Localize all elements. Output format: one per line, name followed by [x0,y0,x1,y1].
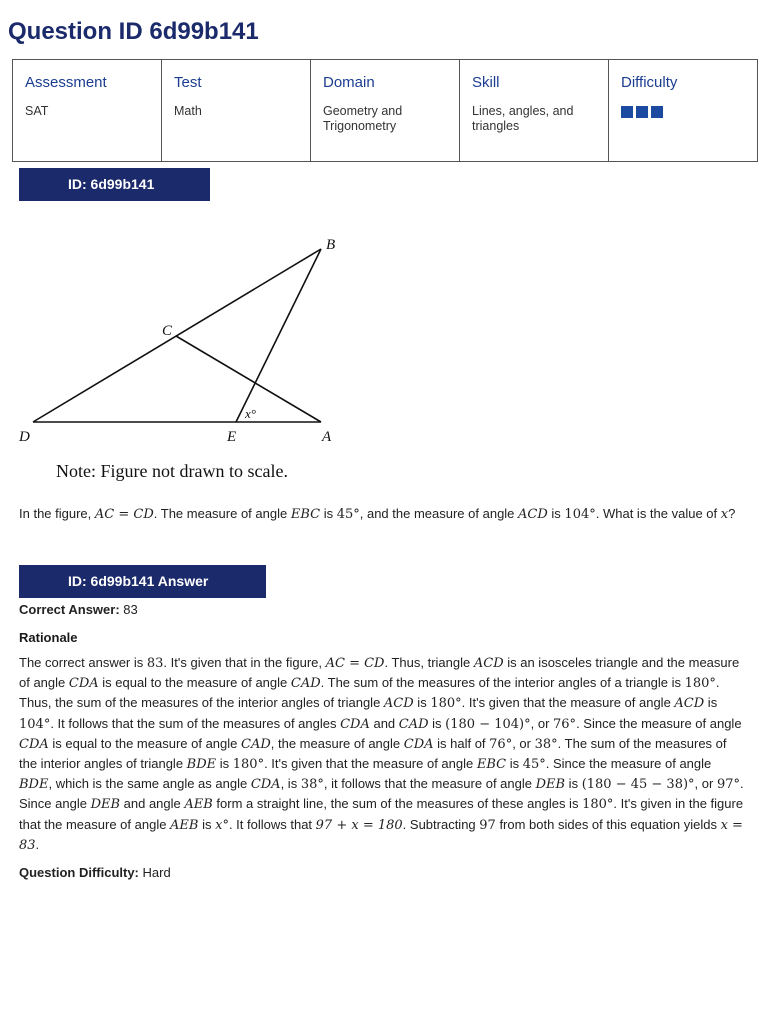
label-E: E [227,429,237,445]
meta-value-domain: Geometry and Trigonometry [323,104,403,133]
meta-value-assessment: SAT [25,104,49,118]
meta-header-domain: Domain [323,74,375,91]
answer-id-banner: ID: 6d99b141 Answer [19,565,266,598]
difficulty-bar-1 [621,106,633,118]
page-title: Question ID 6d99b141 [8,18,259,45]
correct-answer-value: 83 [123,602,138,617]
triangle-figure [0,225,400,455]
meta-header-test: Test [174,74,202,91]
rationale-heading: Rationale [19,630,78,645]
meta-value-skill: Lines, angles, and triangles [472,104,574,133]
label-D: D [19,429,30,445]
question-difficulty [19,863,744,882]
meta-header-skill: Skill [472,74,500,91]
difficulty-indicator [621,106,745,118]
difficulty-bar-2 [636,106,648,118]
rationale-text: The correct answer is 83. It's given that in the figure, AC = CD. Thus, triangle ACD is an isosceles triangle and the measure of angle CDA is equal to the measure of angle CAD. The sum of the measures of the interior angles of a triangle is 180°. Thus, the sum of the measures of the interior angles of triangle ACD is 180°. It's given that the measure of angle ACD is 104°. It follows that the sum of the measures of angles CDA and CAD is (180 − 104)°, or 76°. Since the measure of angle CDA is equal to the measure of angle CAD, the measure of angle CDA is half of 76°, or 38°. The sum of the measures of the interior angles of triangle BDE is 180°. It's given that the measure of angle EBC is 45°. Since the measure of angle BDE, which is the same angle as angle CDA, is 38°, it follows that the measure of angle DEB is (180 − 45 − 38)°, or 97°. Since angle DEB and angle AEB form a straight line, the sum of the measures of these angles is 180°. It's given in the figure that the measure of angle AEB is x°. It follows that 97 + x = 180. Subtracting 97 from both sides of this equation yields x = 83. [19,655,744,853]
meta-cell-skill [460,60,609,162]
meta-value-test: Math [174,104,202,118]
meta-cell-test [162,60,311,162]
correct-answer-label: Correct Answer: [19,602,120,617]
label-B: B [326,237,336,253]
meta-header-assessment: Assessment [25,74,107,91]
figure-note: Note: Figure not drawn to scale. [56,461,288,481]
question-difficulty-value: Hard [142,865,171,880]
question-id-banner: ID: 6d99b141 [19,168,210,201]
label-C: C [162,323,173,339]
meta-cell-domain [311,60,460,162]
difficulty-bar-3 [651,106,663,118]
meta-header-difficulty: Difficulty [621,74,678,91]
question-meta-table [12,59,758,162]
correct-answer [19,600,744,619]
question-difficulty-label: Question Difficulty: [19,865,139,880]
meta-cell-difficulty [609,60,758,162]
label-A: A [322,429,332,445]
question-text: In the figure, AC = CD. The measure of angle EBC is 45°, and the measure of angle ACD is 104°. What is the value of x? [19,506,736,522]
label-x-angle: x° [245,406,256,421]
meta-cell-assessment [13,60,162,162]
